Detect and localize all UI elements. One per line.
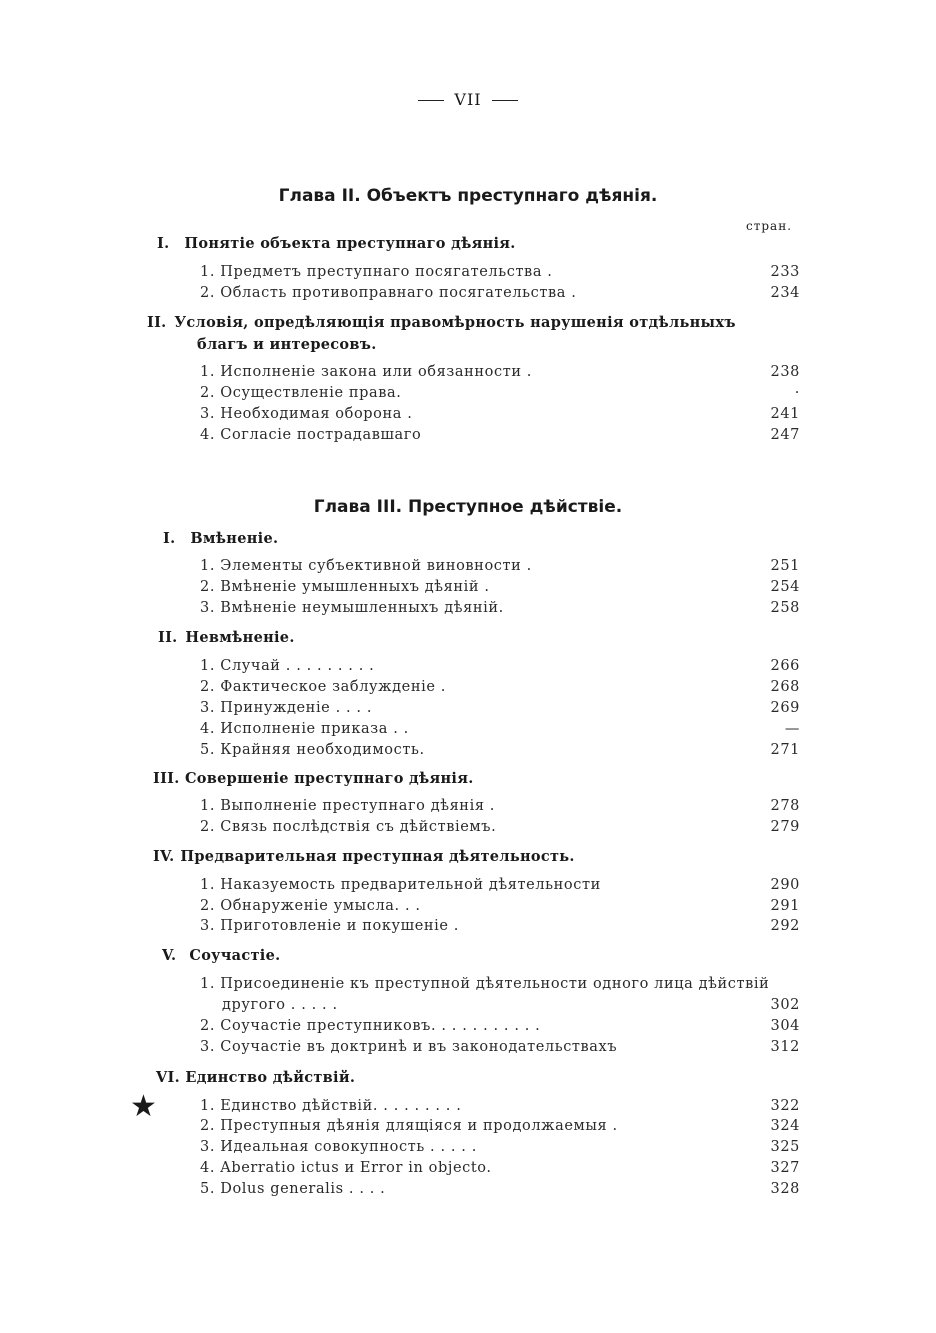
- ch2-section-2-heading: II. Условія, опредѣляющія правомѣрность нарушенія отдѣльныхъ: [147, 314, 736, 331]
- ch3-section-2-heading: II. Невмѣненіе.: [158, 629, 295, 646]
- toc-entry: 2. Осуществленіе права. ·: [200, 385, 800, 401]
- ch3-section-1-heading: I. Вмѣненіе.: [163, 530, 279, 547]
- ch2-section-2-heading-cont: благъ и интересовъ.: [197, 336, 377, 353]
- toc-entry: 1. Элементы субъективной виновности . 251: [200, 558, 800, 574]
- toc-entry: 2. Обнаруженіе умысла. . . 291: [200, 898, 800, 914]
- toc-entry: 2. Фактическое заблужденіе . 268: [200, 679, 800, 695]
- page-number: VII: [0, 90, 936, 109]
- ch3-section-4-heading: IV. Предварительная преступная дѣятельность.: [153, 848, 575, 865]
- chapter-2-title: Глава II. Объектъ преступнаго дѣянія.: [278, 186, 658, 206]
- ch3-section-3-heading: III. Совершеніе преступнаго дѣянія.: [153, 770, 474, 787]
- toc-entry: 1. Предметъ преступнаго посягательства . 233: [200, 264, 800, 280]
- page-number-dash-left: [418, 100, 444, 101]
- toc-entry: 2. Преступныя дѣянія длящіяся и продолжаемыя . 324: [200, 1118, 800, 1134]
- ch3-section-5-heading: V. Соучастіе.: [162, 947, 281, 964]
- page-number-dash-right: [492, 100, 518, 101]
- toc-entry: 3. Принужденіе . . . . 269: [200, 700, 800, 716]
- toc-entry: 1. Исполненіе закона или обязанности . 238: [200, 364, 800, 380]
- page-column-label: стран.: [746, 219, 793, 233]
- toc-entry: 2. Связь послѣдствія съ дѣйствіемъ. 279: [200, 819, 800, 835]
- star-icon: ★: [130, 1089, 157, 1124]
- toc-entry: 3. Соучастіе въ доктринѣ и въ законодательствахъ 312: [200, 1039, 800, 1055]
- toc-entry: 4. Aberratio ictus и Error in objecto. 327: [200, 1160, 800, 1176]
- toc-entry: 1. Единство дѣйствій. . . . . . . . . 322: [200, 1098, 800, 1114]
- toc-entry-cont: другого . . . . . 302: [222, 997, 800, 1013]
- toc-entry: 1. Наказуемость предварительной дѣятельности 290: [200, 877, 800, 893]
- toc-entry: 5. Dolus generalis . . . . 328: [200, 1181, 800, 1197]
- toc-entry: 1. Случай . . . . . . . . . 266: [200, 658, 800, 674]
- toc-entry: 3. Идеальная совокупность . . . . . 325: [200, 1139, 800, 1155]
- toc-entry: 3. Необходимая оборона . 241: [200, 406, 800, 422]
- toc-entry: 3. Вмѣненіе неумышленныхъ дѣяній. 258: [200, 600, 800, 616]
- toc-entry: 4. Согласіе пострадавшаго 247: [200, 427, 800, 443]
- toc-entry: 5. Крайняя необходимость. 271: [200, 742, 800, 758]
- toc-entry: 1. Присоединеніе къ преступной дѣятельности одного лица дѣйствій: [200, 976, 770, 992]
- toc-entry: 3. Приготовленіе и покушеніе . 292: [200, 918, 800, 934]
- toc-entry: 2. Область противоправнаго посягательства . 234: [200, 285, 800, 301]
- toc-entry: 2. Соучастіе преступниковъ. . . . . . . . . . . 304: [200, 1018, 800, 1034]
- toc-entry: 1. Выполненіе преступнаго дѣянія . 278: [200, 798, 800, 814]
- chapter-3-title: Глава III. Преступное дѣйствіе.: [313, 497, 623, 517]
- toc-entry: 2. Вмѣненіе умышленныхъ дѣяній . 254: [200, 579, 800, 595]
- toc-entry: 4. Исполненіе приказа . . —: [200, 721, 800, 737]
- ch2-section-1-heading: I. Понятіе объекта преступнаго дѣянія.: [157, 235, 516, 252]
- ch3-section-6-heading: VI. Единство дѣйствій.: [156, 1069, 356, 1086]
